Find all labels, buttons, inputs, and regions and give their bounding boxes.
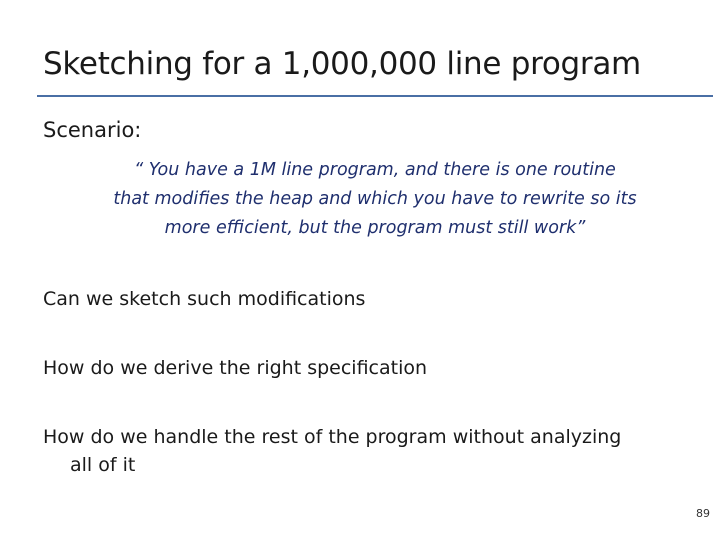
quote-line-1: “ You have a 1M line program, and there is one routine [134, 160, 616, 180]
bullet-derive-specification: How do we derive the right specification [43, 357, 428, 379]
bullet-handle-rest-of-program [43, 423, 621, 479]
bullet-3-line-2: all of it [70, 454, 136, 476]
page-number: 89 [696, 507, 710, 520]
scenario-label: Scenario: [43, 118, 142, 142]
slide-title: Sketching for a 1,000,000 line program [43, 46, 641, 82]
quote-line-2: that modifies the heap and which you have to rewrite so its [113, 189, 637, 209]
bullet-3-line-1: How do we handle the rest of the program without analyzing [43, 426, 622, 448]
scenario-quote [60, 156, 690, 243]
quote-line-3: more efficient, but the program must still work” [164, 218, 586, 238]
title-underline [37, 95, 713, 97]
bullet-sketch-modifications: Can we sketch such modifications [43, 288, 366, 310]
